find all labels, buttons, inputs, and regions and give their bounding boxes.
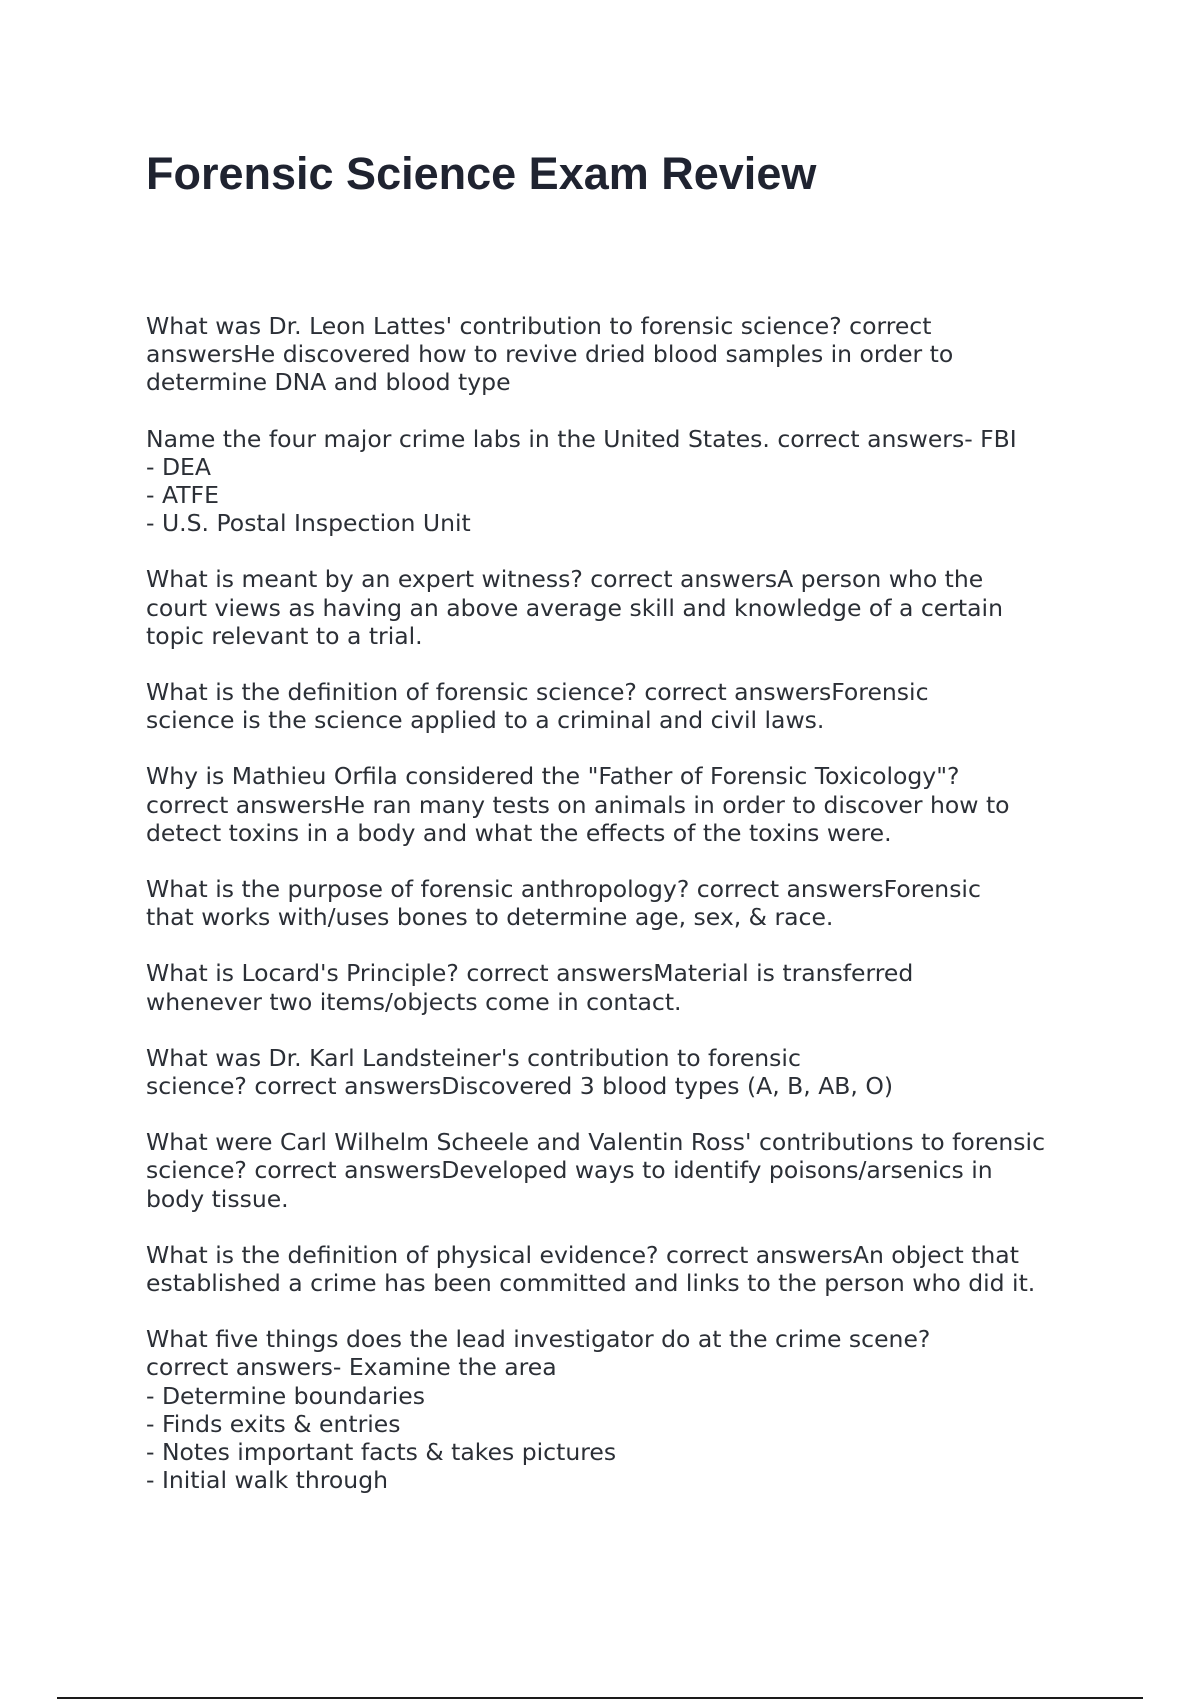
qa-item-mathieu-orfila: Why is Mathieu Orfila considered the "Father of Forensic Toxicology"? correct answersHe ran many tests on animals in order to discover how to detect toxins in a body and what the effects of the toxins were. [146, 762, 1010, 847]
qa-item-karl-landsteiner: What was Dr. Karl Landsteiner's contribution to forensic science? correct answersDiscovered 3 blood types (A, B, AB, O) [146, 1043, 894, 1101]
qa-item-forensic-science-definition: What is the definition of forensic science? correct answersForensic science is the science applied to a criminal and civil laws. [146, 678, 929, 735]
qa-item-forensic-anthropology: What is the purpose of forensic anthropology? correct answersForensic that works with/uses bones to determine age, sex, & race. [146, 875, 981, 932]
qa-item-scheele-ross: What were Carl Wilhelm Scheele and Valentin Ross' contributions to forensic science? correct answersDeveloped ways to identify poisons/arsenics in body tissue. [146, 1128, 1045, 1213]
qa-item-crime-labs: Name the four major crime labs in the United States. correct answers- FBI - DEA - ATFE - U.S. Postal Inspection Unit [146, 424, 1017, 538]
qa-item-lead-investigator: What five things does the lead investigator do at the crime scene? correct answers- Examine the area - Determine boundaries - Finds exits & entries - Notes important facts & takes pictures - Initial walk through [146, 1325, 931, 1495]
qa-item-expert-witness: What is meant by an expert witness? correct answersA person who the court views as having an above average skill and knowledge of a certain topic relevant to a trial. [146, 565, 1003, 650]
qa-item-leon-lattes: What was Dr. Leon Lattes' contribution to forensic science? correct answersHe discovered how to revive dried blood samples in order to determine DNA and blood type [146, 312, 954, 397]
qa-item-locards-principle: What is Locard's Principle? correct answersMaterial is transferred whenever two items/objects come in contact. [146, 959, 914, 1016]
footer-divider [57, 1697, 1143, 1699]
qa-item-physical-evidence: What is the definition of physical evidence? correct answersAn object that established a crime has been committed and links to the person who did it. [146, 1240, 1036, 1298]
qa-list [146, 312, 1086, 1523]
document-title: Forensic Science Exam Review [146, 148, 817, 199]
